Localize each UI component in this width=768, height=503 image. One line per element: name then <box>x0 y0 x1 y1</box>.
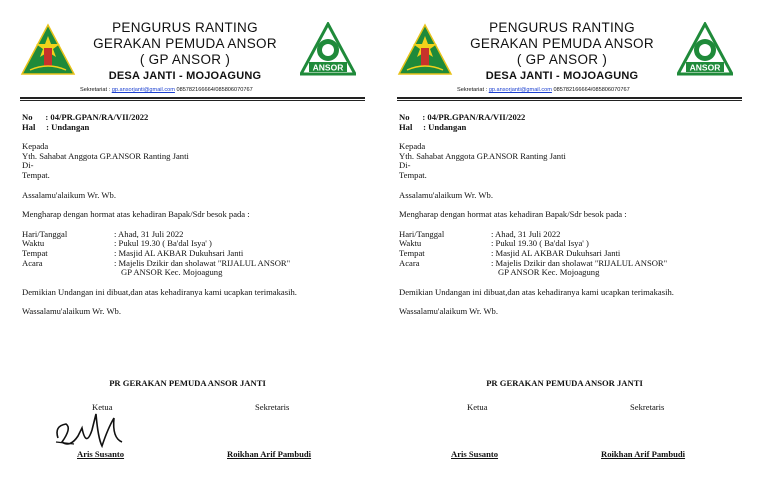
header-divider-thin <box>397 100 742 101</box>
header-divider <box>397 97 742 99</box>
org-line-1: PENGURUS RANTING <box>112 20 258 35</box>
letter-body <box>22 113 372 317</box>
detail-row-event: Acara : Majelis Dzikir dan sholawat "RIJALUL ANSOR" <box>399 257 668 268</box>
sekretaris-name: Roikhan Arif Pambudi <box>227 449 312 459</box>
detail-row-event-cont: GP ANSOR Kec. Mojoagung <box>498 267 600 278</box>
greeting: Assalamu'alaikum Wr. Wb. <box>399 189 493 200</box>
letter-body <box>399 113 749 317</box>
gp-ansor-flag-logo <box>20 22 76 78</box>
ansor-logo <box>677 22 733 78</box>
org-line-3: ( GP ANSOR ) <box>516 52 608 67</box>
letter-number: No : 04/PR.GPAN/RA/VII/2022 <box>399 112 526 122</box>
wassalam: Wassalamu'alaikum Wr. Wb. <box>399 306 498 317</box>
addressee-di: Di- <box>22 160 34 171</box>
sekretaris-title: Sekretaris <box>630 402 665 412</box>
signature-org: PR GERAKAN PEMUDA ANSOR JANTI <box>486 378 643 388</box>
detail-row-event: Acara : Majelis Dzikir dan sholawat "RIJALUL ANSOR" <box>22 257 291 268</box>
org-line-2: GERAKAN PEMUDA ANSOR <box>93 36 277 51</box>
org-line-2: GERAKAN PEMUDA ANSOR <box>470 36 654 51</box>
detail-row-date: Hari/Tanggal : Ahad, 31 Juli 2022 <box>22 228 184 239</box>
header-divider <box>20 97 365 99</box>
sekretaris-name: Roikhan Arif Pambudi <box>601 449 686 459</box>
addressee: Yth. Sahabat Anggota GP.ANSOR Ranting Janti <box>399 150 566 161</box>
invitation-letter-left <box>0 0 375 503</box>
letterhead <box>70 20 300 84</box>
sekretaris-title: Sekretaris <box>255 402 290 412</box>
ansor-logo-text: ANSOR <box>689 62 721 73</box>
header-divider-thin <box>20 100 365 101</box>
detail-row-event-cont: GP ANSOR Kec. Mojoagung <box>121 267 223 278</box>
detail-row-time: Waktu : Pukul 19.30 ( Ba'dal Isya' ) <box>399 238 589 249</box>
closing-text: Demikian Undangan ini dibuat,dan atas kehadiranya kami ucapkan terimakasih. <box>399 286 674 297</box>
addressee-label: Kepada <box>22 141 49 152</box>
ketua-name: Aris Susanto <box>451 449 499 459</box>
detail-row-date: Hari/Tanggal : Ahad, 31 Juli 2022 <box>399 228 561 239</box>
org-location: DESA JANTI - MOJOAGUNG <box>485 70 639 82</box>
addressee-place: Tempat. <box>399 169 427 180</box>
signature-org: PR GERAKAN PEMUDA ANSOR JANTI <box>109 378 266 388</box>
ketua-name: Aris Susanto <box>77 449 125 459</box>
detail-row-place: Tempat : Masjid AL AKBAR Dukuhsari Janti <box>22 247 244 258</box>
email-link[interactable]: gp.ansorjanti@gmail.com <box>488 87 552 93</box>
addressee-place: Tempat. <box>22 169 50 180</box>
letter-subject: Hal : Undangan <box>22 121 90 132</box>
org-line-1: PENGURUS RANTING <box>489 20 635 35</box>
letter-subject: Hal : Undangan <box>399 121 467 132</box>
addressee-label: Kepada <box>399 141 426 152</box>
invitation-letter-right <box>377 0 752 503</box>
secretariat-contact: Sekretariat : gp.ansorjanti@gmail.com 085782166664/085806070767 <box>457 87 630 93</box>
intro-text: Mengharap dengan hormat atas kehadiran Bapak/Sdr besok pada : <box>22 209 250 220</box>
org-line-3: ( GP ANSOR ) <box>139 52 231 67</box>
greeting: Assalamu'alaikum Wr. Wb. <box>22 189 116 200</box>
addressee: Yth. Sahabat Anggota GP.ANSOR Ranting Janti <box>22 150 189 161</box>
wassalam: Wassalamu'alaikum Wr. Wb. <box>22 306 121 317</box>
ketua-title: Ketua <box>92 402 113 412</box>
addressee-di: Di- <box>399 160 411 171</box>
detail-row-time: Waktu : Pukul 19.30 ( Ba'dal Isya' ) <box>22 238 212 249</box>
org-location: DESA JANTI - MOJOAGUNG <box>108 70 262 82</box>
letterhead <box>447 20 677 84</box>
ketua-title: Ketua <box>467 402 488 412</box>
intro-text: Mengharap dengan hormat atas kehadiran Bapak/Sdr besok pada : <box>399 209 627 220</box>
ansor-logo <box>300 22 356 78</box>
letter-number: No : 04/PR.GPAN/RA/VII/2022 <box>22 112 149 122</box>
ansor-logo-text: ANSOR <box>312 62 344 73</box>
email-link[interactable]: gp.ansorjanti@gmail.com <box>111 87 175 93</box>
closing-text: Demikian Undangan ini dibuat,dan atas kehadiranya kami ucapkan terimakasih. <box>22 286 297 297</box>
secretariat-contact: Sekretariat : gp.ansorjanti@gmail.com 085782166664/085806070767 <box>80 87 253 93</box>
gp-ansor-flag-logo <box>397 22 453 78</box>
detail-row-place: Tempat : Masjid AL AKBAR Dukuhsari Janti <box>399 247 621 258</box>
